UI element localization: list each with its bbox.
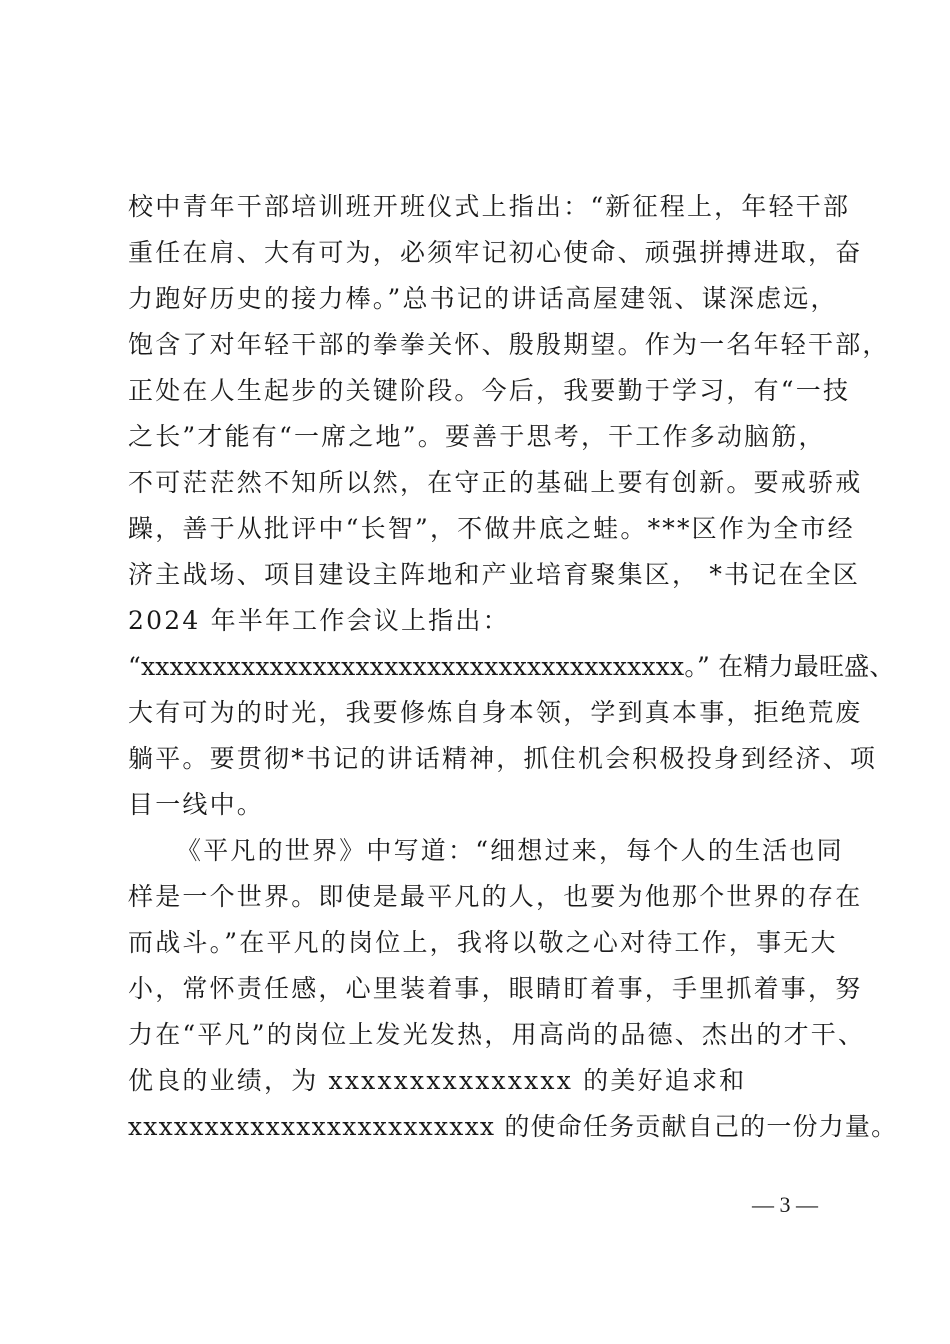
body-text-line: 躁，善于从批评中“长智”，不做井底之蛙。***区作为全市经 bbox=[128, 514, 855, 543]
body-text-line: 不可茫茫然不知所以然，在守正的基础上要有创新。要戒骄戒 bbox=[128, 468, 863, 497]
body-text-line: 而战斗。”在平凡的岗位上，我将以敬之心对待工作，事无大 bbox=[128, 928, 838, 957]
body-text-line: 之长”才能有“一席之地”。要善于思考，干工作多动脑筋， bbox=[128, 422, 826, 451]
body-text-line: 饱含了对年轻干部的拳拳关怀、殷殷期望。作为一名年轻干部， bbox=[128, 330, 890, 359]
body-text-line: 样是一个世界。即使是最平凡的人，也要为他那个世界的存在 bbox=[128, 882, 863, 911]
body-text-line: 小，常怀责任感，心里装着事，眼睛盯着事，手里抓着事，努 bbox=[128, 974, 863, 1003]
body-text-line: xxxxxxxxxxxxxxxxxxxxxxxx 的使命任务贡献自己的一份力量。 bbox=[128, 1112, 898, 1141]
body-text-line: 济主战场、项目建设主阵地和产业培育聚集区， *书记在全区 bbox=[128, 560, 861, 589]
body-text-line: 2024 年半年工作会议上指出： bbox=[128, 606, 510, 635]
body-text-line: 重任在肩、大有可为，必须牢记初心使命、顽强拼搏进取，奋 bbox=[128, 238, 863, 267]
body-text-line: 力跑好历史的接力棒。”总书记的讲话高屋建瓴、谋深虑远， bbox=[128, 284, 838, 313]
body-text-line: 目一线中。 bbox=[128, 790, 265, 819]
body-text-line: 躺平。要贯彻*书记的讲话精神，抓住机会积极投身到经济、项 bbox=[128, 744, 878, 773]
page-number: — 3 — bbox=[752, 1192, 818, 1217]
body-text-line: 正处在人生起步的关键阶段。今后，我要勤于学习，有“一技 bbox=[128, 376, 851, 405]
body-text-line: “xxxxxxxxxxxxxxxxxxxxxxxxxxxxxxxxxxxxxx。” 在精力最旺盛、 bbox=[128, 652, 895, 681]
body-text-line: 力在“平凡”的岗位上发光发热，用高尚的品德、杰出的才干、 bbox=[128, 1020, 866, 1049]
body-text-line: 大有可为的时光，我要修炼自身本领，学到真本事，拒绝荒废 bbox=[128, 698, 863, 727]
body-text-line: 校中青年干部培训班开班仪式上指出：“新征程上，年轻干部 bbox=[128, 192, 851, 221]
paragraph-first-line: 《平凡的世界》中写道：“细想过来，每个人的生活也同 bbox=[176, 836, 844, 865]
body-text-line: 优良的业绩，为 xxxxxxxxxxxxxxx 的美好追求和 bbox=[128, 1066, 747, 1095]
